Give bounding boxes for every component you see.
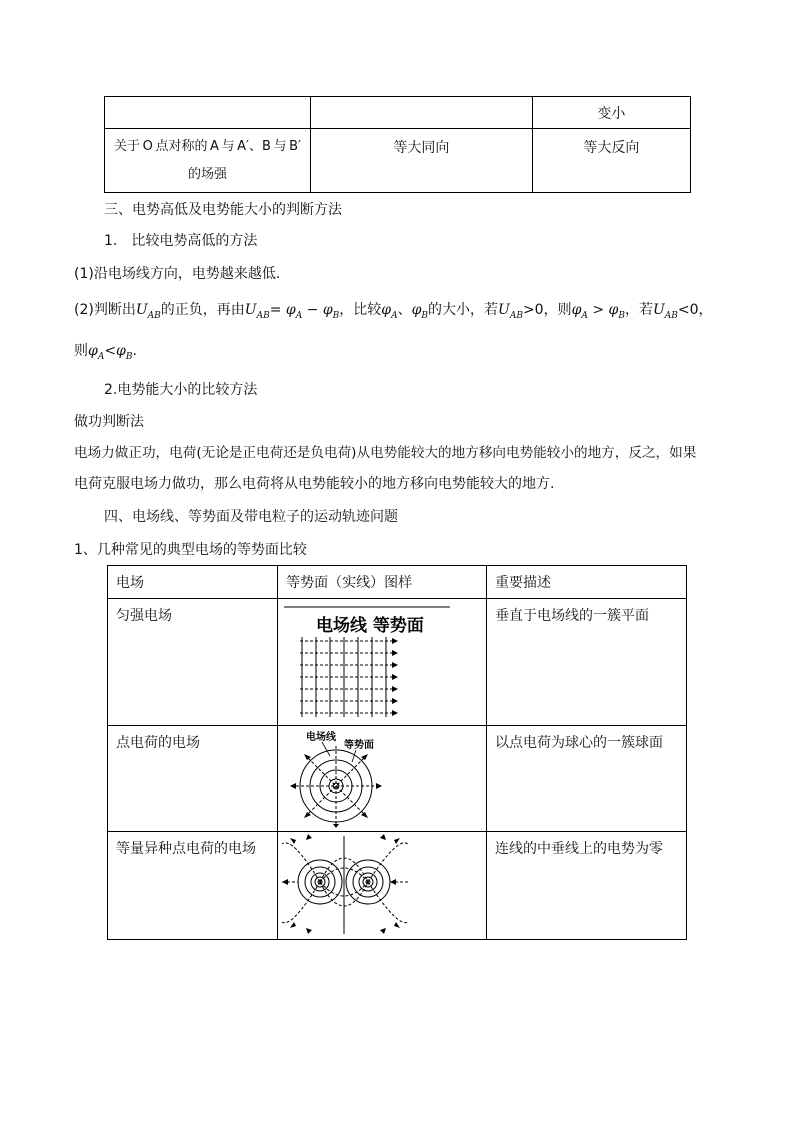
table-cell <box>532 129 690 193</box>
paragraph: 电荷克服电场力做功，那么电荷将从电势能较小的地方移向电势能较大的地方. <box>74 476 555 492</box>
table-row <box>105 129 691 193</box>
cell-text: 变小 <box>597 105 626 122</box>
column-header: 等势面（实线）图样 <box>278 566 487 599</box>
description: 连线的中垂线上的电势为零 <box>486 832 686 940</box>
text: >0，则 <box>522 302 572 318</box>
paragraph-formula <box>74 341 137 367</box>
diagram-label: 电场线 等势面 <box>316 616 425 636</box>
cell-text: 关于 O 点对称的 A 与 A′、B 与 B′ <box>114 139 301 154</box>
description: 以点电荷为球心的一簇球面 <box>486 726 686 832</box>
formula: $\varphi_A<\varphi_B$ <box>88 343 133 362</box>
table-cell <box>310 97 532 129</box>
cell-text: 等大同向 <box>393 140 450 156</box>
cell-text: 等大反向 <box>583 140 640 156</box>
subsection-heading: 2.电势能大小的比较方法 <box>104 382 258 398</box>
formula: $U_{AB}$ <box>135 302 161 321</box>
field-name: 等量异种点电荷的电场 <box>108 832 278 940</box>
formula: $U_{AB}$ <box>498 302 523 321</box>
subsection-heading: 1、几种常见的典型电场的等势面比较 <box>74 542 307 558</box>
diagram-label: 等势面 <box>344 740 375 751</box>
text: (2)判断出 <box>74 302 136 318</box>
table-row <box>108 599 687 726</box>
text: 、 <box>397 302 412 318</box>
diagram-cell <box>278 599 487 726</box>
table-row <box>105 97 691 129</box>
equipotential-table <box>107 565 687 940</box>
subsection-heading: 1. 比较电势高低的方法 <box>104 233 258 249</box>
point-charge-diagram <box>282 728 454 828</box>
cell-text: 的场强 <box>187 167 227 182</box>
uniform-field-diagram <box>282 601 454 721</box>
table-cell <box>105 129 311 193</box>
formula: $\varphi_A$ <box>381 302 398 321</box>
column-header: 重要描述 <box>486 566 686 599</box>
field-name: 匀强电场 <box>108 599 278 726</box>
arrow-icons <box>282 834 400 934</box>
field-comparison-table <box>104 96 691 193</box>
formula: $U_{AB}$ <box>652 302 678 321</box>
table-cell <box>105 97 311 129</box>
field-lines <box>282 843 408 923</box>
text: 则 <box>74 343 88 359</box>
text: <0， <box>677 302 713 318</box>
description: 垂直于电场线的一簇平面 <box>486 599 686 726</box>
table-row <box>108 832 687 940</box>
column-header: 电场 <box>108 566 278 599</box>
section-heading: 四、电场线、等势面及带电粒子的运动轨迹问题 <box>104 509 398 525</box>
field-lines <box>300 641 392 713</box>
diagram-cell <box>278 726 487 832</box>
table-cell <box>532 97 690 129</box>
table-cell <box>310 129 532 193</box>
text: 的正负，再由 <box>160 302 245 318</box>
paragraph-formula <box>74 300 713 326</box>
field-name: 点电荷的电场 <box>108 726 278 832</box>
diagram-label: 电场线 <box>306 732 337 743</box>
formula: $U_{AB}= \varphi_A - \varphi_B$ <box>244 302 340 321</box>
equipotential-planes <box>302 637 386 717</box>
text: 的大小，若 <box>428 302 499 318</box>
text: . <box>132 343 137 359</box>
table-header-row <box>108 566 687 599</box>
dipole-diagram <box>282 834 454 936</box>
formula: $\varphi_A > \varphi_B$ <box>571 302 625 321</box>
formula: $\varphi_B$ <box>411 302 429 321</box>
section-heading: 三、电势高低及电势能大小的判断方法 <box>104 202 342 218</box>
paragraph: 电场力做正功，电荷(无论是正电荷还是负电荷)从电势能较大的地方移向电势能较小的地方，反之，如果 <box>74 445 697 461</box>
paragraph-title: 做功判断法 <box>74 414 144 430</box>
text: ，比较 <box>339 302 382 318</box>
table-row <box>108 726 687 832</box>
arrow-icons <box>392 638 398 716</box>
text: ，若 <box>624 302 653 318</box>
diagram-cell <box>278 832 487 940</box>
paragraph: (1)沿电场线方向，电势越来越低. <box>74 266 281 282</box>
